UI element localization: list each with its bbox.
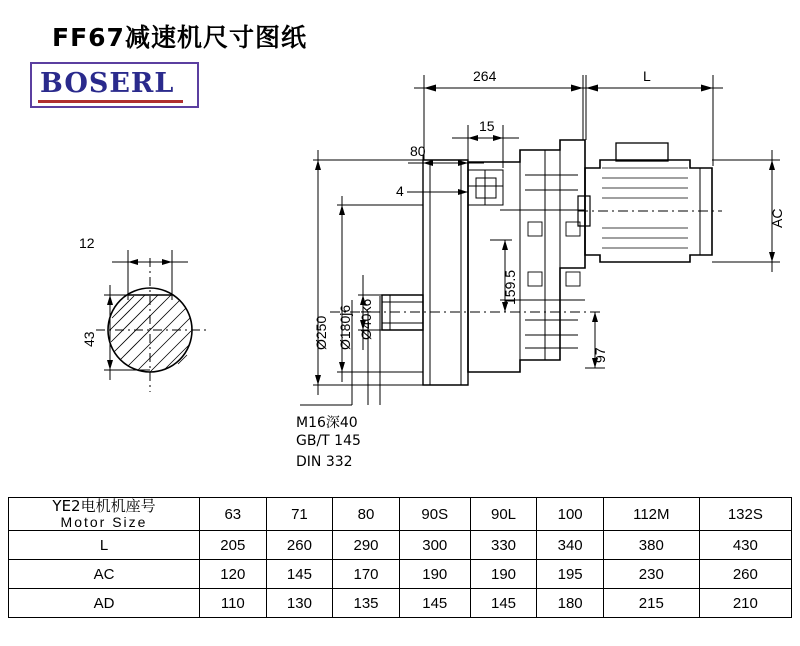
dim-4: 4 xyxy=(396,183,404,199)
dim-L: L xyxy=(643,68,651,84)
specification-table xyxy=(8,497,792,618)
table-cell: 130 xyxy=(266,589,333,618)
dim-d250: Ø250 xyxy=(313,315,329,350)
note-din332: DIN 332 xyxy=(296,454,353,470)
table-cell: 180 xyxy=(537,589,604,618)
table-cell: 112M xyxy=(603,498,699,531)
table-cell: 135 xyxy=(333,589,400,618)
table-cell: 90S xyxy=(399,498,470,531)
table-cell: 260 xyxy=(699,560,791,589)
dim-d180j6: Ø180j6 xyxy=(337,304,353,350)
table-cell: 120 xyxy=(200,560,267,589)
table-cell: 110 xyxy=(200,589,267,618)
table-cell: 195 xyxy=(537,560,604,589)
dim-43: 43 xyxy=(81,331,97,347)
table-cell: 71 xyxy=(266,498,333,531)
rowhead-label-en: Motor Size xyxy=(60,514,148,530)
page-title: FF67减速机尺寸图纸 xyxy=(52,23,307,52)
note-m16: M16深40 xyxy=(296,415,358,431)
dim-d40k6: Ø40k6 xyxy=(358,298,374,340)
table-row xyxy=(9,589,792,618)
table-cell: 215 xyxy=(603,589,699,618)
table-cell: 90L xyxy=(470,498,537,531)
table-cell: 145 xyxy=(266,560,333,589)
table-cell: 300 xyxy=(399,531,470,560)
table-cell: 210 xyxy=(699,589,791,618)
table-cell: 260 xyxy=(266,531,333,560)
table-cell: 145 xyxy=(399,589,470,618)
dim-12: 12 xyxy=(79,235,95,251)
table-row xyxy=(9,498,792,531)
rowhead-label-cn: YE2电机机座号 xyxy=(52,497,156,515)
table-cell: 190 xyxy=(399,560,470,589)
dim-159-5: 159.5 xyxy=(502,269,518,305)
dim-80: 80 xyxy=(410,143,426,159)
table-rowhead-motor-size xyxy=(9,498,200,531)
table-cell: 63 xyxy=(200,498,267,531)
table-row xyxy=(9,531,792,560)
dim-15: 15 xyxy=(479,118,495,134)
table-rowhead-L: L xyxy=(9,531,200,560)
dim-97: 97 xyxy=(592,347,608,363)
table-cell: 340 xyxy=(537,531,604,560)
table-cell: 330 xyxy=(470,531,537,560)
table-cell: 205 xyxy=(200,531,267,560)
dim-AC: AC xyxy=(769,208,785,228)
table-cell: 80 xyxy=(333,498,400,531)
table-rowhead-AD: AD xyxy=(9,589,200,618)
table-cell: 380 xyxy=(603,531,699,560)
table-cell: 430 xyxy=(699,531,791,560)
table-rowhead-AC: AC xyxy=(9,560,200,589)
table-row xyxy=(9,560,792,589)
dim-264: 264 xyxy=(473,68,497,84)
note-gbt145: GB/T 145 xyxy=(296,433,361,449)
table-cell: 132S xyxy=(699,498,791,531)
table-cell: 170 xyxy=(333,560,400,589)
table-cell: 100 xyxy=(537,498,604,531)
table-cell: 290 xyxy=(333,531,400,560)
table-cell: 230 xyxy=(603,560,699,589)
logo-text: BOSERL xyxy=(40,68,175,99)
table-cell: 145 xyxy=(470,589,537,618)
table-cell: 190 xyxy=(470,560,537,589)
